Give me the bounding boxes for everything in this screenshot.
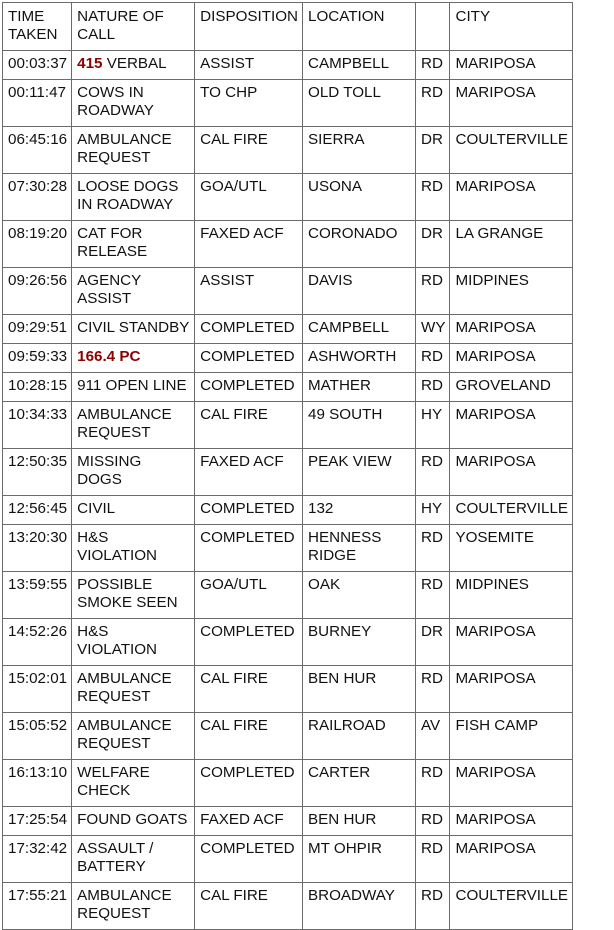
time-cell: 17:32:42 (3, 836, 72, 883)
table-row (3, 174, 573, 221)
time-cell: 00:03:37 (3, 51, 72, 80)
location-cell: OLD TOLL (303, 80, 416, 127)
nature-text: MISSING DOGS (77, 453, 142, 488)
nature-cell (72, 373, 195, 402)
city-cell: COULTERVILLE (450, 883, 573, 930)
nature-cell (72, 51, 195, 80)
city-cell: MARIPOSA (450, 807, 573, 836)
table-row (3, 51, 573, 80)
street-suffix-cell: RD (416, 51, 450, 80)
location-cell: BEN HUR (303, 666, 416, 713)
city-cell: FISH CAMP (450, 713, 573, 760)
street-suffix-cell: AV (416, 713, 450, 760)
penal-code: 415 (77, 55, 103, 72)
location-cell: DAVIS (303, 268, 416, 315)
table-row (3, 221, 573, 268)
nature-cell (72, 221, 195, 268)
table-row (3, 572, 573, 619)
nature-cell (72, 127, 195, 174)
street-suffix-cell: RD (416, 449, 450, 496)
city-cell: MARIPOSA (450, 51, 573, 80)
city-cell: MIDPINES (450, 572, 573, 619)
street-suffix-cell: HY (416, 402, 450, 449)
time-cell: 06:45:16 (3, 127, 72, 174)
nature-cell (72, 836, 195, 883)
city-cell: MIDPINES (450, 268, 573, 315)
table-row (3, 807, 573, 836)
location-cell: HENNESS RIDGE (303, 525, 416, 572)
nature-text: AMBULANCE REQUEST (77, 131, 172, 166)
street-suffix-cell: RD (416, 572, 450, 619)
time-cell: 07:30:28 (3, 174, 72, 221)
street-suffix-cell: DR (416, 619, 450, 666)
header-row (3, 3, 573, 51)
table-row (3, 713, 573, 760)
location-cell: CORONADO (303, 221, 416, 268)
nature-text: H&S VIOLATION (77, 623, 158, 658)
location-cell: BURNEY (303, 619, 416, 666)
location-cell: CAMPBELL (303, 51, 416, 80)
nature-text: COWS IN ROADWAY (77, 84, 154, 119)
time-cell: 13:20:30 (3, 525, 72, 572)
header-time: TIME TAKEN (3, 3, 72, 51)
nature-cell (72, 807, 195, 836)
table-row (3, 836, 573, 883)
time-cell: 08:19:20 (3, 221, 72, 268)
table-row (3, 883, 573, 930)
table-row (3, 402, 573, 449)
disposition-cell: ASSIST (195, 51, 303, 80)
table-row (3, 496, 573, 525)
location-cell: PEAK VIEW (303, 449, 416, 496)
street-suffix-cell: DR (416, 127, 450, 174)
penal-code: 166.4 PC (77, 348, 141, 365)
table-row (3, 268, 573, 315)
street-suffix-cell: RD (416, 174, 450, 221)
call-log-body (3, 3, 573, 930)
header-location: LOCATION (303, 3, 416, 51)
disposition-cell: CAL FIRE (195, 713, 303, 760)
nature-text: AMBULANCE REQUEST (77, 670, 172, 705)
location-cell: MATHER (303, 373, 416, 402)
city-cell: MARIPOSA (450, 760, 573, 807)
nature-cell (72, 402, 195, 449)
location-cell: RAILROAD (303, 713, 416, 760)
disposition-cell: COMPLETED (195, 760, 303, 807)
location-cell: 132 (303, 496, 416, 525)
time-cell: 00:11:47 (3, 80, 72, 127)
nature-text: FOUND GOATS (77, 811, 188, 828)
disposition-cell: COMPLETED (195, 619, 303, 666)
table-row (3, 344, 573, 373)
nature-cell (72, 883, 195, 930)
location-cell: 49 SOUTH (303, 402, 416, 449)
nature-text: AMBULANCE REQUEST (77, 717, 172, 752)
city-cell: MARIPOSA (450, 315, 573, 344)
time-cell: 15:05:52 (3, 713, 72, 760)
call-log-table (2, 2, 573, 930)
disposition-cell: COMPLETED (195, 344, 303, 373)
nature-cell (72, 760, 195, 807)
nature-text: AMBULANCE REQUEST (77, 406, 172, 441)
time-cell: 09:59:33 (3, 344, 72, 373)
location-cell: CAMPBELL (303, 315, 416, 344)
disposition-cell: CAL FIRE (195, 127, 303, 174)
time-cell: 09:26:56 (3, 268, 72, 315)
nature-text: WELFARE CHECK (77, 764, 150, 799)
disposition-cell: COMPLETED (195, 836, 303, 883)
nature-cell (72, 525, 195, 572)
table-row (3, 666, 573, 713)
nature-text: AGENCY ASSIST (77, 272, 141, 307)
disposition-cell: FAXED ACF (195, 221, 303, 268)
header-city: CITY (450, 3, 573, 51)
table-row (3, 127, 573, 174)
disposition-cell: GOA/UTL (195, 174, 303, 221)
city-cell: LA GRANGE (450, 221, 573, 268)
time-cell: 12:50:35 (3, 449, 72, 496)
nature-cell (72, 572, 195, 619)
disposition-cell: COMPLETED (195, 525, 303, 572)
time-cell: 17:25:54 (3, 807, 72, 836)
disposition-cell: COMPLETED (195, 373, 303, 402)
nature-cell (72, 449, 195, 496)
street-suffix-cell: RD (416, 807, 450, 836)
nature-text: CIVIL (77, 500, 116, 517)
nature-text: 911 OPEN LINE (77, 377, 187, 394)
disposition-cell: COMPLETED (195, 496, 303, 525)
nature-cell (72, 315, 195, 344)
disposition-cell: TO CHP (195, 80, 303, 127)
location-cell: BROADWAY (303, 883, 416, 930)
street-suffix-cell: RD (416, 373, 450, 402)
nature-cell (72, 713, 195, 760)
disposition-cell: FAXED ACF (195, 449, 303, 496)
table-row (3, 760, 573, 807)
street-suffix-cell: RD (416, 268, 450, 315)
location-cell: MT OHPIR (303, 836, 416, 883)
time-cell: 17:55:21 (3, 883, 72, 930)
location-cell: BEN HUR (303, 807, 416, 836)
time-cell: 13:59:55 (3, 572, 72, 619)
city-cell: COULTERVILLE (450, 496, 573, 525)
time-cell: 16:13:10 (3, 760, 72, 807)
street-suffix-cell: RD (416, 525, 450, 572)
location-cell: ASHWORTH (303, 344, 416, 373)
nature-text: CIVIL STANDBY (77, 319, 190, 336)
table-row (3, 315, 573, 344)
street-suffix-cell: DR (416, 221, 450, 268)
nature-text: ASSAULT / BATTERY (77, 840, 154, 875)
nature-text: VERBAL (102, 55, 167, 72)
location-cell: OAK (303, 572, 416, 619)
nature-text: CAT FOR RELEASE (77, 225, 148, 260)
disposition-cell: CAL FIRE (195, 402, 303, 449)
street-suffix-cell: RD (416, 80, 450, 127)
city-cell: MARIPOSA (450, 80, 573, 127)
street-suffix-cell: WY (416, 315, 450, 344)
table-row (3, 525, 573, 572)
nature-text: H&S VIOLATION (77, 529, 158, 564)
nature-text: AMBULANCE REQUEST (77, 887, 172, 922)
header-disposition: DISPOSITION (195, 3, 303, 51)
nature-cell (72, 174, 195, 221)
time-cell: 10:28:15 (3, 373, 72, 402)
city-cell: GROVELAND (450, 373, 573, 402)
time-cell: 14:52:26 (3, 619, 72, 666)
street-suffix-cell: RD (416, 666, 450, 713)
street-suffix-cell: RD (416, 836, 450, 883)
disposition-cell: GOA/UTL (195, 572, 303, 619)
disposition-cell: ASSIST (195, 268, 303, 315)
city-cell: COULTERVILLE (450, 127, 573, 174)
table-row (3, 80, 573, 127)
nature-cell (72, 666, 195, 713)
time-cell: 09:29:51 (3, 315, 72, 344)
disposition-cell: CAL FIRE (195, 883, 303, 930)
street-suffix-cell: RD (416, 344, 450, 373)
time-cell: 10:34:33 (3, 402, 72, 449)
street-suffix-cell: HY (416, 496, 450, 525)
street-suffix-cell: RD (416, 760, 450, 807)
table-row (3, 449, 573, 496)
city-cell: YOSEMITE (450, 525, 573, 572)
city-cell: MARIPOSA (450, 402, 573, 449)
disposition-cell: COMPLETED (195, 315, 303, 344)
table-row (3, 373, 573, 402)
location-cell: CARTER (303, 760, 416, 807)
nature-cell (72, 80, 195, 127)
time-cell: 12:56:45 (3, 496, 72, 525)
table-row (3, 619, 573, 666)
nature-text: POSSIBLE SMOKE SEEN (77, 576, 178, 611)
location-cell: USONA (303, 174, 416, 221)
city-cell: MARIPOSA (450, 174, 573, 221)
location-cell: SIERRA (303, 127, 416, 174)
nature-cell (72, 496, 195, 525)
disposition-cell: FAXED ACF (195, 807, 303, 836)
city-cell: MARIPOSA (450, 836, 573, 883)
nature-cell (72, 268, 195, 315)
city-cell: MARIPOSA (450, 666, 573, 713)
city-cell: MARIPOSA (450, 344, 573, 373)
city-cell: MARIPOSA (450, 449, 573, 496)
nature-cell (72, 619, 195, 666)
city-cell: MARIPOSA (450, 619, 573, 666)
street-suffix-cell: RD (416, 883, 450, 930)
disposition-cell: CAL FIRE (195, 666, 303, 713)
header-nature: NATURE OF CALL (72, 3, 195, 51)
header-suffix (416, 3, 450, 51)
nature-cell (72, 344, 195, 373)
time-cell: 15:02:01 (3, 666, 72, 713)
nature-text: LOOSE DOGS IN ROADWAY (77, 178, 179, 213)
